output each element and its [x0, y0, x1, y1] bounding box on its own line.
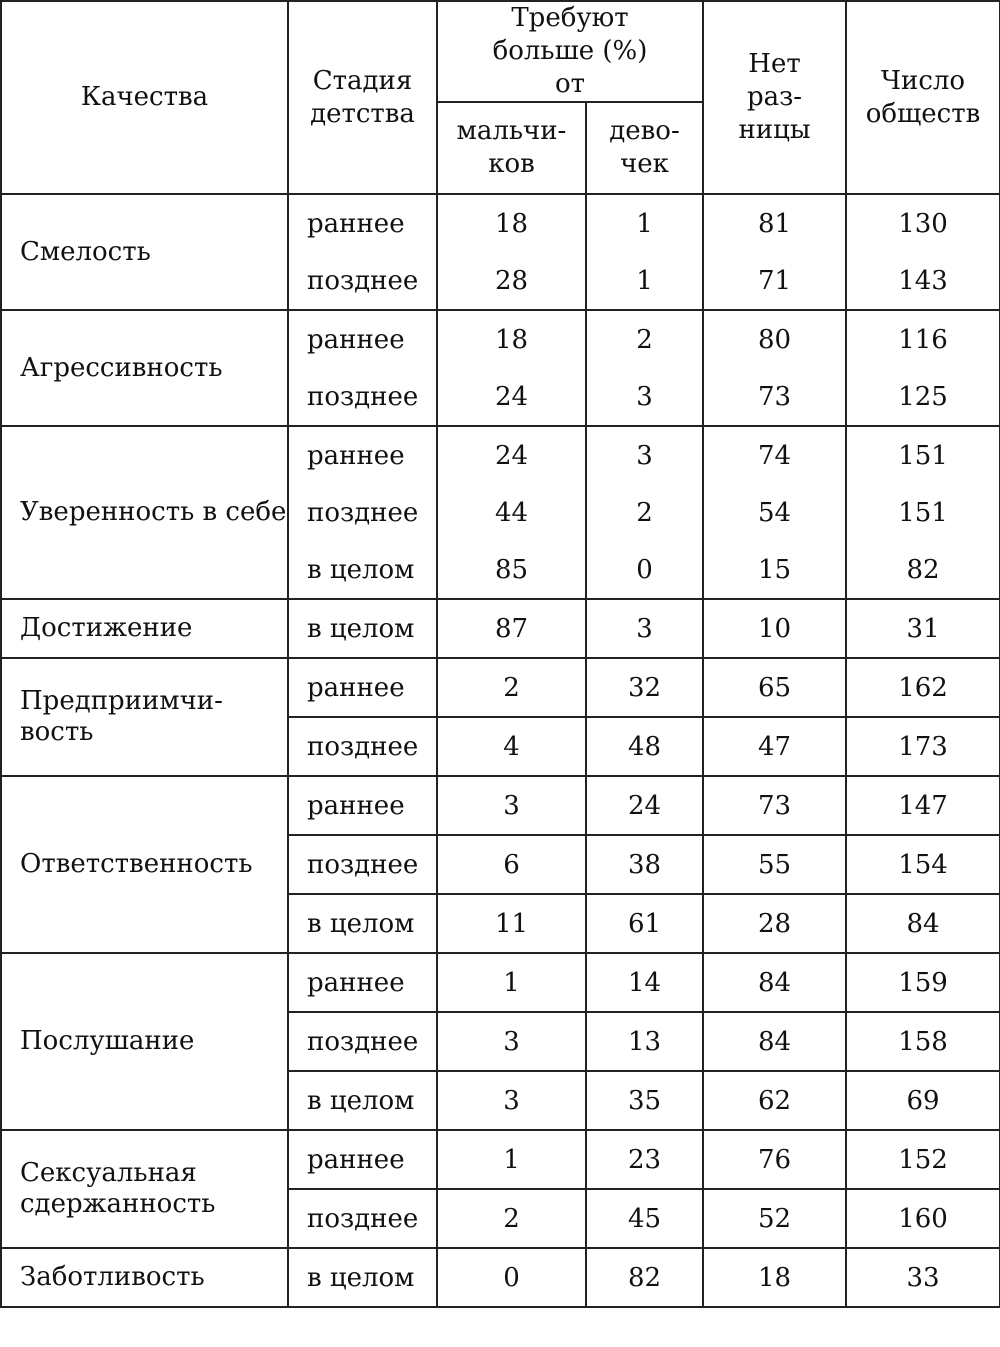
- girls-cell: 23: [586, 1130, 703, 1189]
- societies-cell: 154: [846, 835, 1000, 894]
- table-row: [1, 953, 1000, 1012]
- societies-cell: 82: [846, 541, 1000, 599]
- societies-cell: 116: [846, 310, 1000, 368]
- societies-cell: 151: [846, 426, 1000, 484]
- no-difference-cell: 84: [703, 953, 846, 1012]
- societies-cell: 160: [846, 1189, 1000, 1248]
- table-row: [1, 776, 1000, 835]
- header-girls: дево- чек: [586, 102, 703, 194]
- stage-cell: в целом: [288, 1248, 437, 1307]
- societies-cell: 69: [846, 1071, 1000, 1130]
- girls-cell: 3: [586, 426, 703, 484]
- girls-cell: 24: [586, 776, 703, 835]
- boys-cell: 18: [437, 310, 586, 368]
- societies-cell: 125: [846, 368, 1000, 426]
- boys-cell: 2: [437, 658, 586, 717]
- girls-cell: 3: [586, 599, 703, 658]
- girls-cell: 35: [586, 1071, 703, 1130]
- quality-cell: Агрессивность: [1, 310, 288, 426]
- boys-cell: 3: [437, 1012, 586, 1071]
- boys-cell: 4: [437, 717, 586, 776]
- no-difference-cell: 73: [703, 368, 846, 426]
- girls-cell: 14: [586, 953, 703, 1012]
- no-difference-cell: 18: [703, 1248, 846, 1307]
- quality-cell: Смелость: [1, 194, 288, 310]
- stage-cell: в целом: [288, 1071, 437, 1130]
- stage-cell: раннее: [288, 953, 437, 1012]
- stage-cell: раннее: [288, 310, 437, 368]
- societies-cell: 159: [846, 953, 1000, 1012]
- table-row: [1, 426, 1000, 484]
- stage-cell: раннее: [288, 194, 437, 252]
- girls-cell: 61: [586, 894, 703, 953]
- boys-cell: 24: [437, 426, 586, 484]
- boys-cell: 28: [437, 252, 586, 310]
- girls-cell: 38: [586, 835, 703, 894]
- girls-cell: 1: [586, 252, 703, 310]
- girls-cell: 13: [586, 1012, 703, 1071]
- girls-cell: 45: [586, 1189, 703, 1248]
- table-row: [1, 599, 1000, 658]
- stage-cell: позднее: [288, 1189, 437, 1248]
- boys-cell: 6: [437, 835, 586, 894]
- boys-cell: 2: [437, 1189, 586, 1248]
- no-difference-cell: 81: [703, 194, 846, 252]
- girls-cell: 2: [586, 484, 703, 541]
- quality-cell: Сексуальная сдержанность: [1, 1130, 288, 1248]
- quality-cell: Послушание: [1, 953, 288, 1130]
- stage-cell: в целом: [288, 894, 437, 953]
- stage-cell: позднее: [288, 717, 437, 776]
- boys-cell: 11: [437, 894, 586, 953]
- stage-cell: позднее: [288, 368, 437, 426]
- boys-cell: 44: [437, 484, 586, 541]
- boys-cell: 1: [437, 953, 586, 1012]
- no-difference-cell: 47: [703, 717, 846, 776]
- table-row: [1, 1248, 1000, 1307]
- societies-cell: 173: [846, 717, 1000, 776]
- table-row: [1, 310, 1000, 368]
- no-difference-cell: 52: [703, 1189, 846, 1248]
- boys-cell: 24: [437, 368, 586, 426]
- girls-cell: 32: [586, 658, 703, 717]
- societies-cell: 143: [846, 252, 1000, 310]
- no-difference-cell: 28: [703, 894, 846, 953]
- no-difference-cell: 62: [703, 1071, 846, 1130]
- stage-cell: позднее: [288, 835, 437, 894]
- stage-cell: в целом: [288, 599, 437, 658]
- girls-cell: 3: [586, 368, 703, 426]
- quality-cell: Достижение: [1, 599, 288, 658]
- societies-cell: 33: [846, 1248, 1000, 1307]
- societies-cell: 152: [846, 1130, 1000, 1189]
- societies-cell: 84: [846, 894, 1000, 953]
- boys-cell: 1: [437, 1130, 586, 1189]
- no-difference-cell: 65: [703, 658, 846, 717]
- header-require-more: Требуют больше (%) от: [437, 1, 703, 102]
- boys-cell: 18: [437, 194, 586, 252]
- table-row: [1, 658, 1000, 717]
- stage-cell: позднее: [288, 484, 437, 541]
- stage-cell: в целом: [288, 541, 437, 599]
- societies-cell: 162: [846, 658, 1000, 717]
- no-difference-cell: 54: [703, 484, 846, 541]
- girls-cell: 2: [586, 310, 703, 368]
- no-difference-cell: 80: [703, 310, 846, 368]
- no-difference-cell: 76: [703, 1130, 846, 1189]
- boys-cell: 87: [437, 599, 586, 658]
- no-difference-cell: 10: [703, 599, 846, 658]
- header-quality: Качества: [1, 1, 288, 194]
- no-difference-cell: 74: [703, 426, 846, 484]
- quality-cell: Уверенность в себе: [1, 426, 288, 599]
- stage-cell: позднее: [288, 1012, 437, 1071]
- header-boys: мальчи- ков: [437, 102, 586, 194]
- stage-cell: раннее: [288, 776, 437, 835]
- no-difference-cell: 84: [703, 1012, 846, 1071]
- header-stage: Стадия детства: [288, 1, 437, 194]
- girls-cell: 48: [586, 717, 703, 776]
- societies-cell: 130: [846, 194, 1000, 252]
- no-difference-cell: 15: [703, 541, 846, 599]
- no-difference-cell: 55: [703, 835, 846, 894]
- stage-cell: раннее: [288, 658, 437, 717]
- societies-cell: 31: [846, 599, 1000, 658]
- boys-cell: 0: [437, 1248, 586, 1307]
- header-societies: Число обществ: [846, 1, 1000, 194]
- societies-cell: 147: [846, 776, 1000, 835]
- quality-cell: Заботливость: [1, 1248, 288, 1307]
- stage-cell: позднее: [288, 252, 437, 310]
- no-difference-cell: 71: [703, 252, 846, 310]
- quality-cell: Предприимчи- вость: [1, 658, 288, 776]
- societies-cell: 158: [846, 1012, 1000, 1071]
- stage-cell: раннее: [288, 1130, 437, 1189]
- quality-cell: Ответственность: [1, 776, 288, 953]
- boys-cell: 3: [437, 776, 586, 835]
- girls-cell: 1: [586, 194, 703, 252]
- boys-cell: 3: [437, 1071, 586, 1130]
- boys-cell: 85: [437, 541, 586, 599]
- table-row: [1, 1130, 1000, 1189]
- header-no-difference: Нет раз- ницы: [703, 1, 846, 194]
- girls-cell: 0: [586, 541, 703, 599]
- stage-cell: раннее: [288, 426, 437, 484]
- no-difference-cell: 73: [703, 776, 846, 835]
- girls-cell: 82: [586, 1248, 703, 1307]
- table-row: [1, 194, 1000, 252]
- societies-cell: 151: [846, 484, 1000, 541]
